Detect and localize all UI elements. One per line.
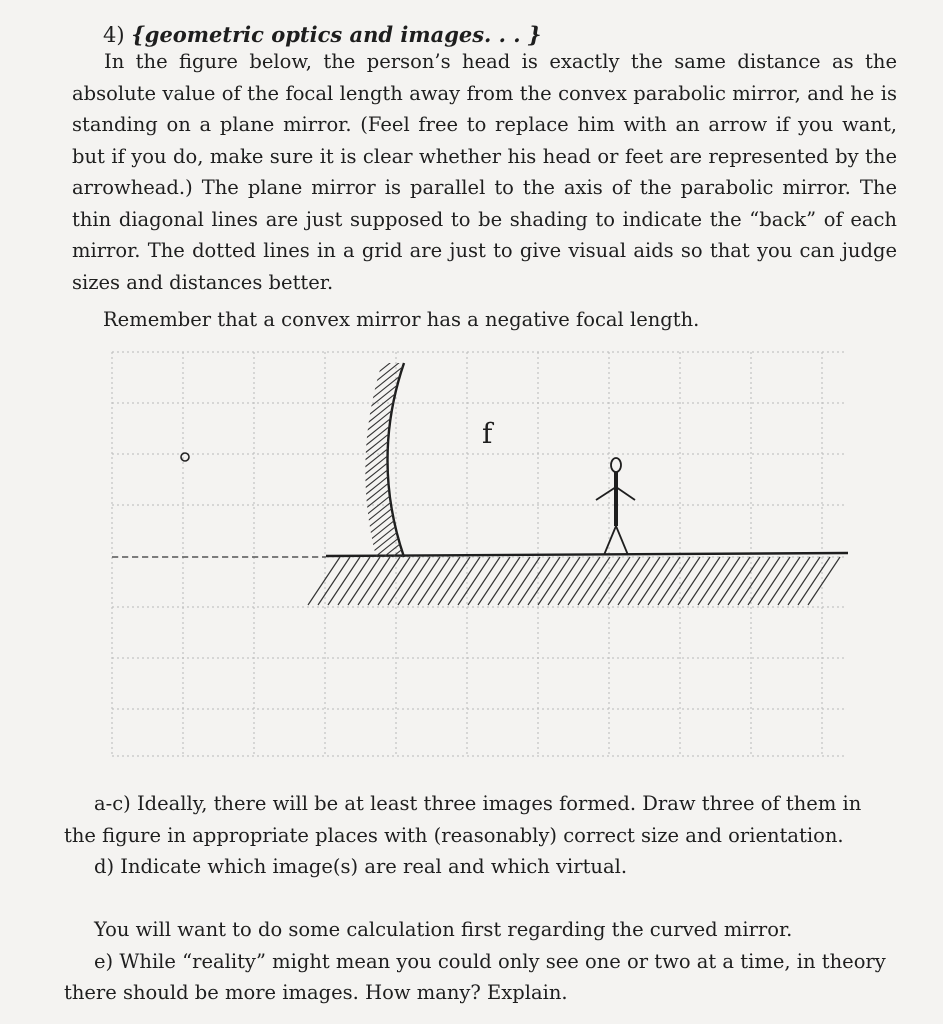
hatch-line	[738, 557, 770, 605]
hatch-line	[458, 557, 490, 605]
hatch-line	[798, 557, 830, 605]
person-right-leg	[616, 526, 628, 555]
hatch-line	[678, 557, 710, 605]
hatch-line	[688, 557, 720, 605]
plane-mirror	[308, 553, 848, 605]
hatch-line	[368, 557, 400, 605]
hatch-line	[658, 557, 690, 605]
problem-intro: In the figure below, the person’s head is exactly the same distance as the absolute value of the focal length away from the convex parabolic mirror, and he is standing on a plane mirror. (Feel free to replace him with an arrow if you want, but if you do, make sure it is clear whether his head or feet are represented by the arrowhead.) The plane mirror is parallel to the axis of the parabolic mirror. The thin diagonal lines are just supposed to be shading to indicate the “back” of each mirror. The dotted lines in a grid are just to give visual aids so that you can judge sizes and distances better.	[72, 50, 897, 294]
hatch-line	[638, 557, 670, 605]
hatch-line	[348, 557, 380, 605]
hatch-line	[728, 557, 760, 605]
calculation-note: You will want to do some calculation first regarding the curved mirror.	[94, 918, 793, 941]
questions-part-abcd	[64, 788, 894, 883]
hatch-line	[378, 557, 410, 605]
hatch-line	[488, 557, 520, 605]
hatch-line	[328, 557, 360, 605]
hatch-line	[608, 557, 640, 605]
question-abc-line1: a-c) Ideally, there will be at least three images formed. Draw three of them in	[94, 792, 862, 815]
hatch-line	[628, 557, 660, 605]
hatch-line	[568, 557, 600, 605]
hatch-line	[538, 557, 570, 605]
hatch-line	[758, 557, 790, 605]
hatch-line	[578, 557, 610, 605]
hatch-line	[438, 557, 470, 605]
hatch-line	[518, 557, 550, 605]
question-e-line1: e) While “reality” might mean you could only see one or two at a time, in theory	[94, 949, 886, 973]
hatch-line	[318, 557, 350, 605]
hatch-line	[698, 557, 730, 605]
hatch-line	[778, 557, 810, 605]
focal-length-reminder: Remember that a convex mirror has a negative focal length.	[103, 308, 700, 331]
question-e-line2: there should be more images. How many? Explain.	[64, 981, 568, 1004]
hatch-line	[468, 557, 500, 605]
problem-number: 4)	[103, 23, 125, 47]
person-left-arm	[596, 487, 616, 500]
question-d: d) Indicate which image(s) are real and which virtual.	[94, 855, 628, 878]
hatch-line	[508, 557, 540, 605]
hatch-line	[398, 557, 430, 605]
hatch-line	[598, 557, 630, 605]
hatch-line	[718, 557, 750, 605]
person-head	[611, 458, 621, 472]
hatch-line	[358, 557, 390, 605]
hatch-line	[448, 557, 480, 605]
hatch-line	[418, 557, 450, 605]
hatch-line	[708, 557, 740, 605]
hatch-line	[498, 557, 530, 605]
hatch-line	[478, 557, 510, 605]
person-figure	[596, 458, 635, 555]
hatch-line	[768, 557, 800, 605]
focal-length-label: f	[482, 417, 493, 450]
hatch-line	[558, 557, 590, 605]
question-abc-line2: the figure in appropriate places with (reasonably) correct size and orientation.	[64, 823, 844, 847]
hatch-line	[668, 557, 700, 605]
hatch-line	[618, 557, 650, 605]
hatch-line	[388, 557, 420, 605]
person-left-leg	[604, 526, 616, 555]
person-right-arm	[616, 487, 635, 500]
hatch-line	[648, 557, 680, 605]
hatch-line	[588, 557, 620, 605]
hatch-line	[748, 557, 780, 605]
hatch-line	[338, 557, 370, 605]
hatch-line	[528, 557, 560, 605]
hatch-line	[308, 557, 340, 605]
problem-title: {geometric optics and images. . . }	[131, 22, 542, 47]
questions-part-e	[64, 914, 894, 1009]
hatch-line	[428, 557, 460, 605]
plane-mirror-shading	[308, 557, 840, 605]
hatch-line	[808, 557, 840, 605]
hatch-line	[408, 557, 440, 605]
focal-point-marker	[181, 453, 189, 461]
hatch-line	[548, 557, 580, 605]
hatch-line	[788, 557, 820, 605]
